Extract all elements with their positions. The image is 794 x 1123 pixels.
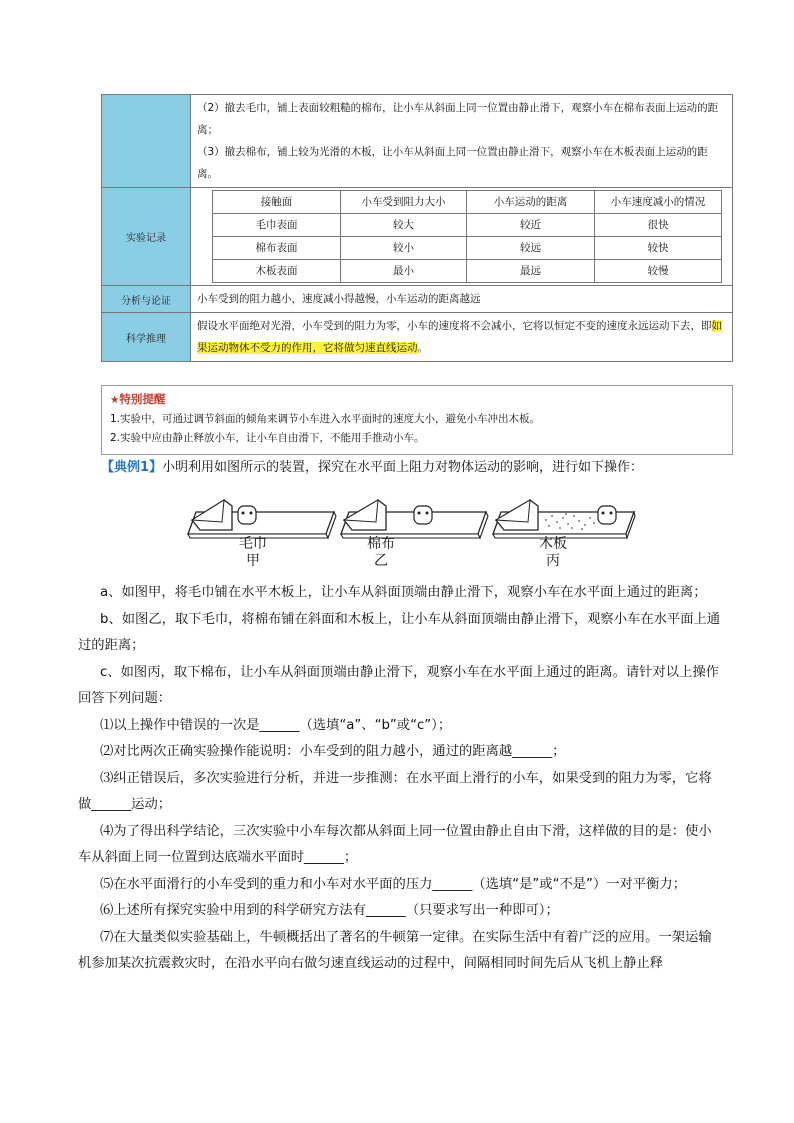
reminder-title: 特别提醒 bbox=[119, 392, 166, 406]
table-cell: 棉布表面 bbox=[213, 237, 341, 260]
figure-caption-wood bbox=[508, 536, 598, 570]
inference-end: 。 bbox=[417, 342, 428, 354]
inference-label: 科学推理 bbox=[102, 313, 191, 362]
table-cell: 毛巾表面 bbox=[213, 214, 341, 237]
question-6: ⑹上述所有探究实验中用到的科学研究方法有______（只要求写出一种即可）； bbox=[100, 903, 559, 918]
caption-label: 甲 bbox=[246, 553, 260, 569]
record-header-row bbox=[213, 191, 722, 214]
table-cell: 较大 bbox=[341, 214, 467, 237]
step-2: （2）撤去毛巾，铺上表面较粗糙的棉布，让小车从斜面上同一位置由静止滑下，观察小车在棉布表面上运动的距离； bbox=[197, 102, 719, 136]
star-icon: ★ bbox=[110, 394, 120, 406]
example-body bbox=[78, 580, 724, 978]
inference-text: 假设水平面绝对光滑，小车受到的阻力为零，小车的速度将不会减小，它将以恒定不变的速度永远运动下去，即 bbox=[197, 320, 712, 332]
caption-material: 棉布 bbox=[367, 536, 395, 552]
paragraph-c: c、如图丙，取下棉布，让小车从斜面顶端由静止滑下，观察小车在水平面上通过的距离。请针对以上操作回答下列问题： bbox=[78, 664, 719, 706]
reminder-item-2: 2.实验中应由静止释放小车，让小车自由滑下，不能用手推动小车。 bbox=[110, 432, 425, 444]
question-2: ⑵对比两次正确实验操作能说明：小车受到的阻力越小，通过的距离越______； bbox=[100, 744, 566, 759]
table-row bbox=[213, 260, 722, 283]
question-3: ⑶纠正错误后，多次实验进行分析，并进一步推测：在水平面上滑行的小车，如果受到的阻力为零，它将做______运动； bbox=[78, 770, 712, 812]
reminder-item-1: 1.实验中，可通过调节斜面的倾角来调节小车进入水平面时的速度大小，避免小车冲出木板。 bbox=[110, 413, 541, 425]
table-cell: 较小 bbox=[341, 237, 467, 260]
steps-label-cell bbox=[102, 95, 191, 188]
record-label: 实验记录 bbox=[102, 188, 191, 286]
header-distance: 小车运动的距离 bbox=[467, 191, 595, 214]
table-cell: 较近 bbox=[467, 214, 595, 237]
table-row bbox=[213, 237, 722, 260]
steps-cell bbox=[191, 95, 733, 188]
table-cell: 较慢 bbox=[595, 260, 722, 283]
example-tag: 【典例1】 bbox=[101, 460, 163, 475]
step-3: （3）撤去棉布，铺上较为光滑的木板，让小车从斜面上同一位置由静止滑下，观察小车在木板表面上运动的距离。 bbox=[197, 146, 708, 180]
record-table bbox=[212, 190, 722, 283]
question-1: ⑴以上操作中错误的一次是______（选填“a”、“b”或“c”）； bbox=[100, 717, 452, 733]
caption-material: 毛巾 bbox=[239, 536, 267, 552]
figure-drawing bbox=[186, 492, 636, 542]
panel-wood-drawing bbox=[493, 500, 635, 538]
caption-material: 木板 bbox=[539, 536, 567, 552]
question-7: ⑺在大量类似实验基础上，牛顿概括出了著名的牛顿第一定律。在实际生活中有着广泛的应用。一架运输机参加某次抗震救灾时，在沿水平向右做匀速直线运动的过程中，间隔相同时间先后从飞机上静止释 bbox=[78, 929, 712, 971]
example-heading bbox=[101, 459, 741, 477]
inference-highlight: 如果运动物体不受力的作用，它将做匀速直线运动 bbox=[197, 320, 722, 354]
question-5: ⑸在水平面滑行的小车受到的重力和小车对水平面的压力______（选填“是”或“不是”）一对平衡力； bbox=[100, 876, 687, 892]
paragraph-a: a、如图甲，将毛巾铺在水平木板上，让小车从斜面顶端由静止滑下，观察小车在水平面上通过的距离； bbox=[100, 585, 707, 600]
paragraph-b: b、如图乙，取下毛巾，将棉布铺在斜面和木板上，让小车从斜面顶端由静止滑下，观察小车在水平面上通过的距离； bbox=[78, 611, 721, 653]
caption-label: 丙 bbox=[546, 553, 560, 569]
figure-caption-towel bbox=[208, 536, 298, 570]
caption-label: 乙 bbox=[374, 553, 388, 569]
table-row bbox=[213, 214, 722, 237]
experiment-table bbox=[101, 94, 733, 362]
experiment-figure bbox=[186, 492, 636, 572]
table-cell: 最小 bbox=[341, 260, 467, 283]
record-cell bbox=[191, 188, 733, 286]
reminder-title-line bbox=[110, 390, 724, 410]
table-cell: 较远 bbox=[467, 237, 595, 260]
header-speed: 小车速度减小的情况 bbox=[595, 191, 722, 214]
table-cell: 很快 bbox=[595, 214, 722, 237]
figure-caption-cotton bbox=[336, 536, 426, 570]
table-cell: 木板表面 bbox=[213, 260, 341, 283]
special-reminder-box bbox=[101, 385, 733, 455]
question-4: ⑷为了得出科学结论，三次实验中小车每次都从斜面上同一位置由静止自由下滑，这样做的目的是：使小车从斜面上同一位置到达底端水平面时______； bbox=[78, 823, 712, 865]
inference-cell bbox=[191, 313, 733, 362]
panel-towel-drawing bbox=[188, 500, 336, 538]
analysis-label: 分析与论证 bbox=[102, 286, 191, 313]
example-intro: 小明利用如图所示的装置，探究在水平面上阻力对物体运动的影响，进行如下操作： bbox=[162, 460, 644, 475]
header-resistance: 小车受到阻力大小 bbox=[341, 191, 467, 214]
table-cell: 最远 bbox=[467, 260, 595, 283]
analysis-text: 小车受到的阻力越小，速度减小得越慢，小车运动的距离越远 bbox=[191, 286, 733, 313]
header-surface: 接触面 bbox=[213, 191, 341, 214]
panel-cotton-drawing bbox=[341, 500, 488, 538]
table-cell: 较快 bbox=[595, 237, 722, 260]
